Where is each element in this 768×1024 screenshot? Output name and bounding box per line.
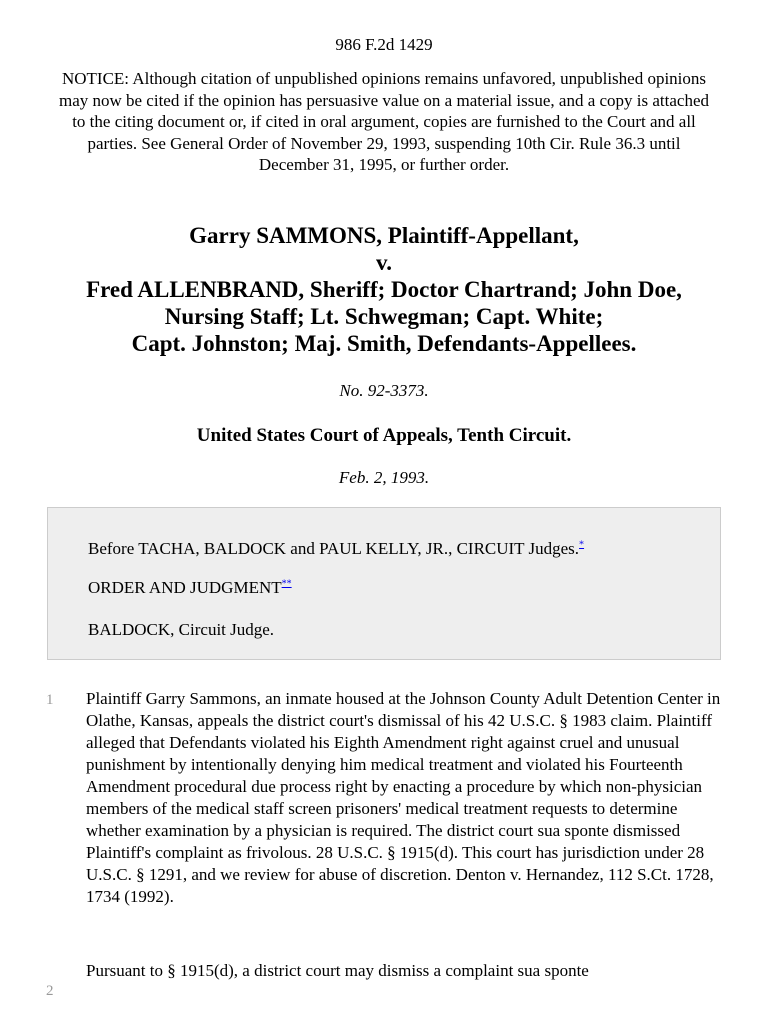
panel-before-line	[88, 538, 584, 560]
docket-number: No. 92-3373.	[339, 381, 429, 400]
caption-defendants-line-3: Capt. Johnston; Maj. Smith, Defendants-Appellees.	[131, 331, 637, 356]
paragraph-number: 2	[46, 983, 54, 999]
unpublished-notice: NOTICE: Although citation of unpublished opinions remains unfavored, unpublished opinions may now be cited if the opinion has persuasive value on a material issue, and a copy is attached to the citing document or, if cited in oral argument, copies are furnished to the Court and all parties. See General Order of November 29, 1993, suspending 10th Cir. Rule 36.3 until December 31, 1995, or further order.	[58, 69, 710, 174]
caption-versus: v.	[376, 250, 392, 275]
panel-order-line	[88, 577, 292, 599]
court-name: United States Court of Appeals, Tenth Circuit.	[196, 425, 572, 446]
order-and-judgment-heading: ORDER AND JUDGMENT	[88, 578, 282, 597]
footnote-link-1[interactable]: *	[579, 539, 585, 551]
panel-author: BALDOCK, Circuit Judge.	[88, 620, 275, 639]
paragraph-text: Pursuant to § 1915(d), a district court may dismiss a complaint sua sponte	[86, 961, 589, 980]
decision-date: Feb. 2, 1993.	[338, 468, 430, 487]
paragraph-number: 1	[46, 692, 54, 708]
paragraph-text: Plaintiff Garry Sammons, an inmate housed at the Johnson County Adult Detention Center in Olathe, Kansas, appeals the district court's dismissal of his 42 U.S.C. § 1983 claim. Plaintiff alleged that Defendants violated his Eighth Amendment right against cruel and unusual punishment by intentionally denying him medical treatment and violated his Fourteenth Amendment procedural due process right by enacting a procedure by which non-physician members of the medical staff screen prisoners' medical treatment requests to determine whether examination by a physician is required. The district court sua sponte dismissed Plaintiff's complaint as frivolous. 28 U.S.C. § 1915(d). This court has jurisdiction under 28 U.S.C. § 1291, and we review for abuse of discretion. Denton v. Hernandez, 112 S.Ct. 1728, 1734 (1992).	[86, 689, 721, 906]
panel-before-text: Before TACHA, BALDOCK and PAUL KELLY, JR., CIRCUIT Judges.	[88, 539, 580, 558]
footnote-link-2[interactable]: **	[281, 578, 292, 590]
case-caption	[20, 222, 748, 357]
caption-defendants-line-2: Nursing Staff; Lt. Schwegman; Capt. White;	[164, 304, 604, 329]
caption-plaintiff: Garry SAMMONS, Plaintiff-Appellant,	[189, 223, 579, 248]
caption-defendants-line-1: Fred ALLENBRAND, Sheriff; Doctor Chartrand; John Doe,	[86, 277, 682, 302]
case-citation: 986 F.2d 1429	[335, 35, 433, 54]
judges-panel	[47, 507, 721, 660]
